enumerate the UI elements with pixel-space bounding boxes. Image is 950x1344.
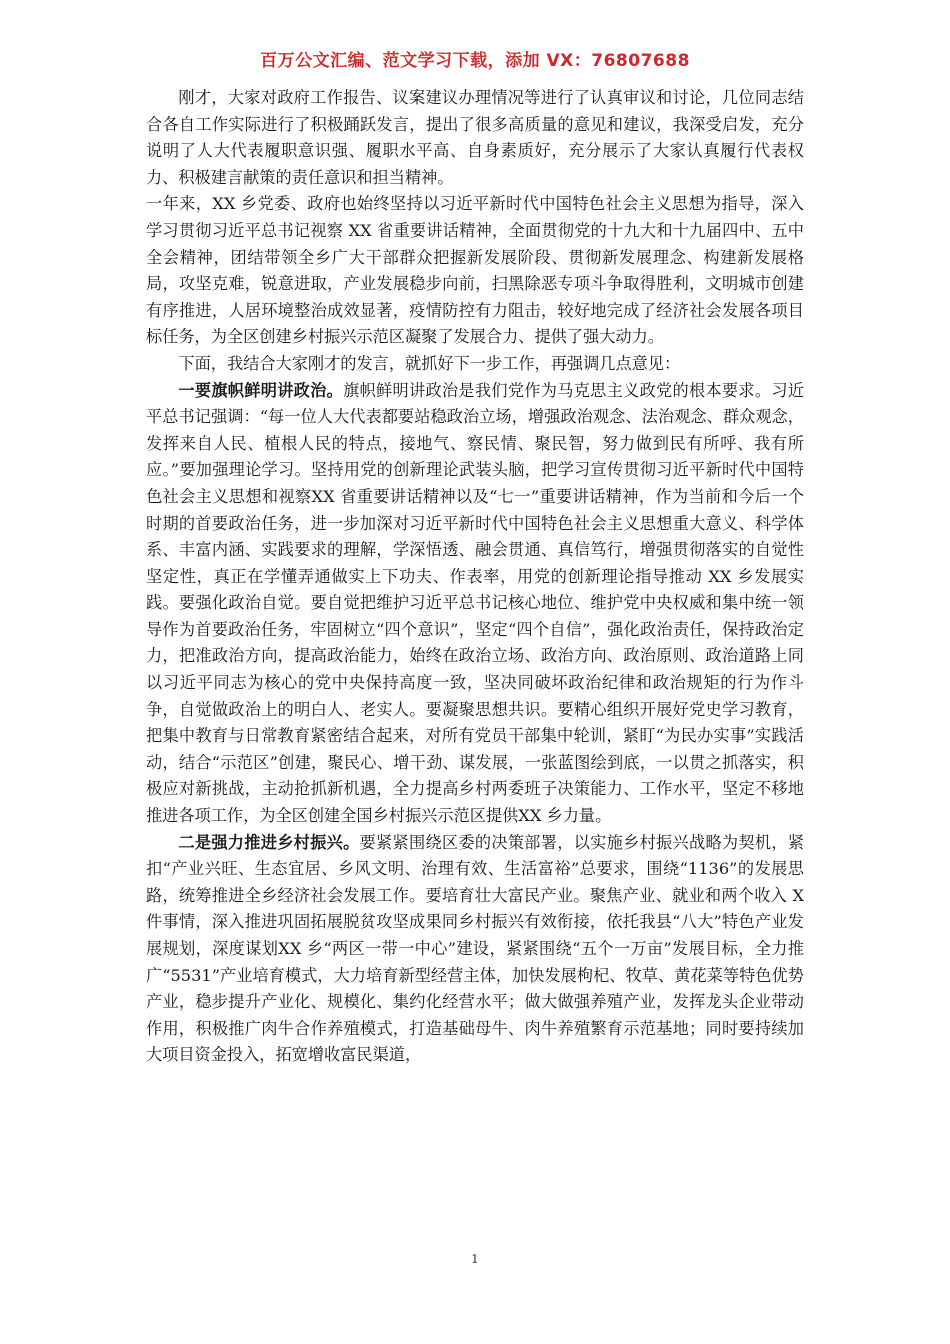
section-rural-heading: 二是强力推进乡村振兴。: [178, 832, 360, 852]
section-rural-revitalization: [146, 830, 804, 1069]
section-politics: [146, 378, 804, 830]
paragraph-opening: 刚才，大家对政府工作报告、议案建议办理情况等进行了认真审议和讨论，几位同志结合各自工作实际进行了积极踊跃发言，提出了很多高质量的意见和建议，我深受启发，充分说明了人大代表履职意识强、履职水平高、自身素质好，充分展示了大家认真履行代表权力、积极建言献策的责任意识和担当精神。: [146, 88, 804, 187]
page-number: 1: [471, 1252, 479, 1266]
paragraph-transition: 下面，我结合大家刚才的发言，就抓好下一步工作，再强调几点意见：: [178, 353, 681, 373]
section-politics-heading: 一要旗帜鲜明讲政治。: [178, 380, 344, 400]
paragraph-review: 一年来，XX 乡党委、政府也始终坚持以习近平新时代中国特色社会主义思想为指导，深入学习贯彻习近平总书记视察 XX 省重要讲话精神，全面贯彻党的十九大和十九届四中、五中全会精神，团结带领全乡广大干部群众把握新发展阶段、贯彻新发展理念、构建新发展格局，攻坚克难，锐意进取，产业发展稳步向前，扫黑除恶专项斗争取得胜利，文明城市创建有序推进，人居环境整治成效显著，疫情防控有力阻击，较好地完成了经济社会发展各项目标任务，为全区创建乡村振兴示范区凝聚了发展合力、提供了强大动力。: [146, 194, 804, 347]
header-banner: 百万公文汇编、范文学习下载，添加 VX：76807688: [260, 51, 690, 71]
section-politics-text: 旗帜鲜明讲政治是我们党作为马克思主义政党的根本要求。习近平总书记强调：“每一位人大代表都要站稳政治立场，增强政治观念、法治观念、群众观念，发挥来自人民、植根人民的特点，接地气、察民情、聚民智，努力做到民有所呼、我有所应。”要加强理论学习。坚持用党的创新理论武装头脑，把学习宣传贯彻习近平新时代中国特色社会主义思想和视察XX 省重要讲话精神以及“七一”重要讲话精神，作为当前和今后一个时期的首要政治任务，进一步加深对习近平新时代中国特色社会主义思想重大意义、科学体系、丰富内涵、实践要求的理解，学深悟透、融会贯通、真信笃行，增强贯彻落实的自觉性坚定性，真正在学懂弄通做实上下功夫、作表率，用党的创新理论指导推动 XX 乡发展实践。要强化政治自觉。要自觉把维护习近平总书记核心地位、维护党中央权威和集中统一领导作为首要政治任务，牢固树立“四个意识”，坚定“四个自信”，强化政治责任，保持政治定力，把准政治方向，提高政治能力，始终在政治立场、政治方向、政治原则、政治道路上同以习近平同志为核心的党中央保持高度一致，坚决同破坏政治纪律和政治规矩的行为作斗争，自觉做政治上的明白人、老实人。要凝聚思想共识。要精心组织开展好党史学习教育，把集中教育与日常教育紧密结合起来，对所有党员干部集中轮训，紧盯“为民办实事”实践活动，结合“示范区”创建，聚民心、增干劲、谋发展，一张蓝图绘到底，一以贯之抓落实，积极应对新挑战，主动抢抓新机遇，全力提高乡村两委班子决策能力、工作水平，坚定不移地推进各项工作，为全区创建全国乡村振兴示范区提供XX 乡力量。: [146, 380, 805, 826]
section-rural-text: 要紧紧围绕区委的决策部署，以实施乡村振兴战略为契机，紧扣“产业兴旺、生态宜居、乡风文明、治理有效、生活富裕”总要求，围绕“1136”的发展思路，统筹推进全乡经济社会发展工作。要培育壮大富民产业。聚焦产业、就业和两个收入 X 件事情，深入推进巩固拓展脱贫攻坚成果同乡村振兴有效衔接，依托我县“八大”特色产业发展规划，深度谋划XX 乡“两区一带一中心”建设，紧紧围绕“五个一万亩”发展目标，全力推广“5531”产业培育模式，大力培育新型经营主体，加快发展枸杞、牧草、黄花菜等特色优势产业，稳步提升产业化、规模化、集约化经营水平；做大做强养殖产业，发挥龙头企业带动作用，积极推广肉牛合作养殖模式，打造基础母牛、肉牛养殖繁育示范基地；同时要持续加大项目资金投入，拓宽增收富民渠道，: [146, 832, 805, 1065]
document-body: [146, 85, 804, 1069]
